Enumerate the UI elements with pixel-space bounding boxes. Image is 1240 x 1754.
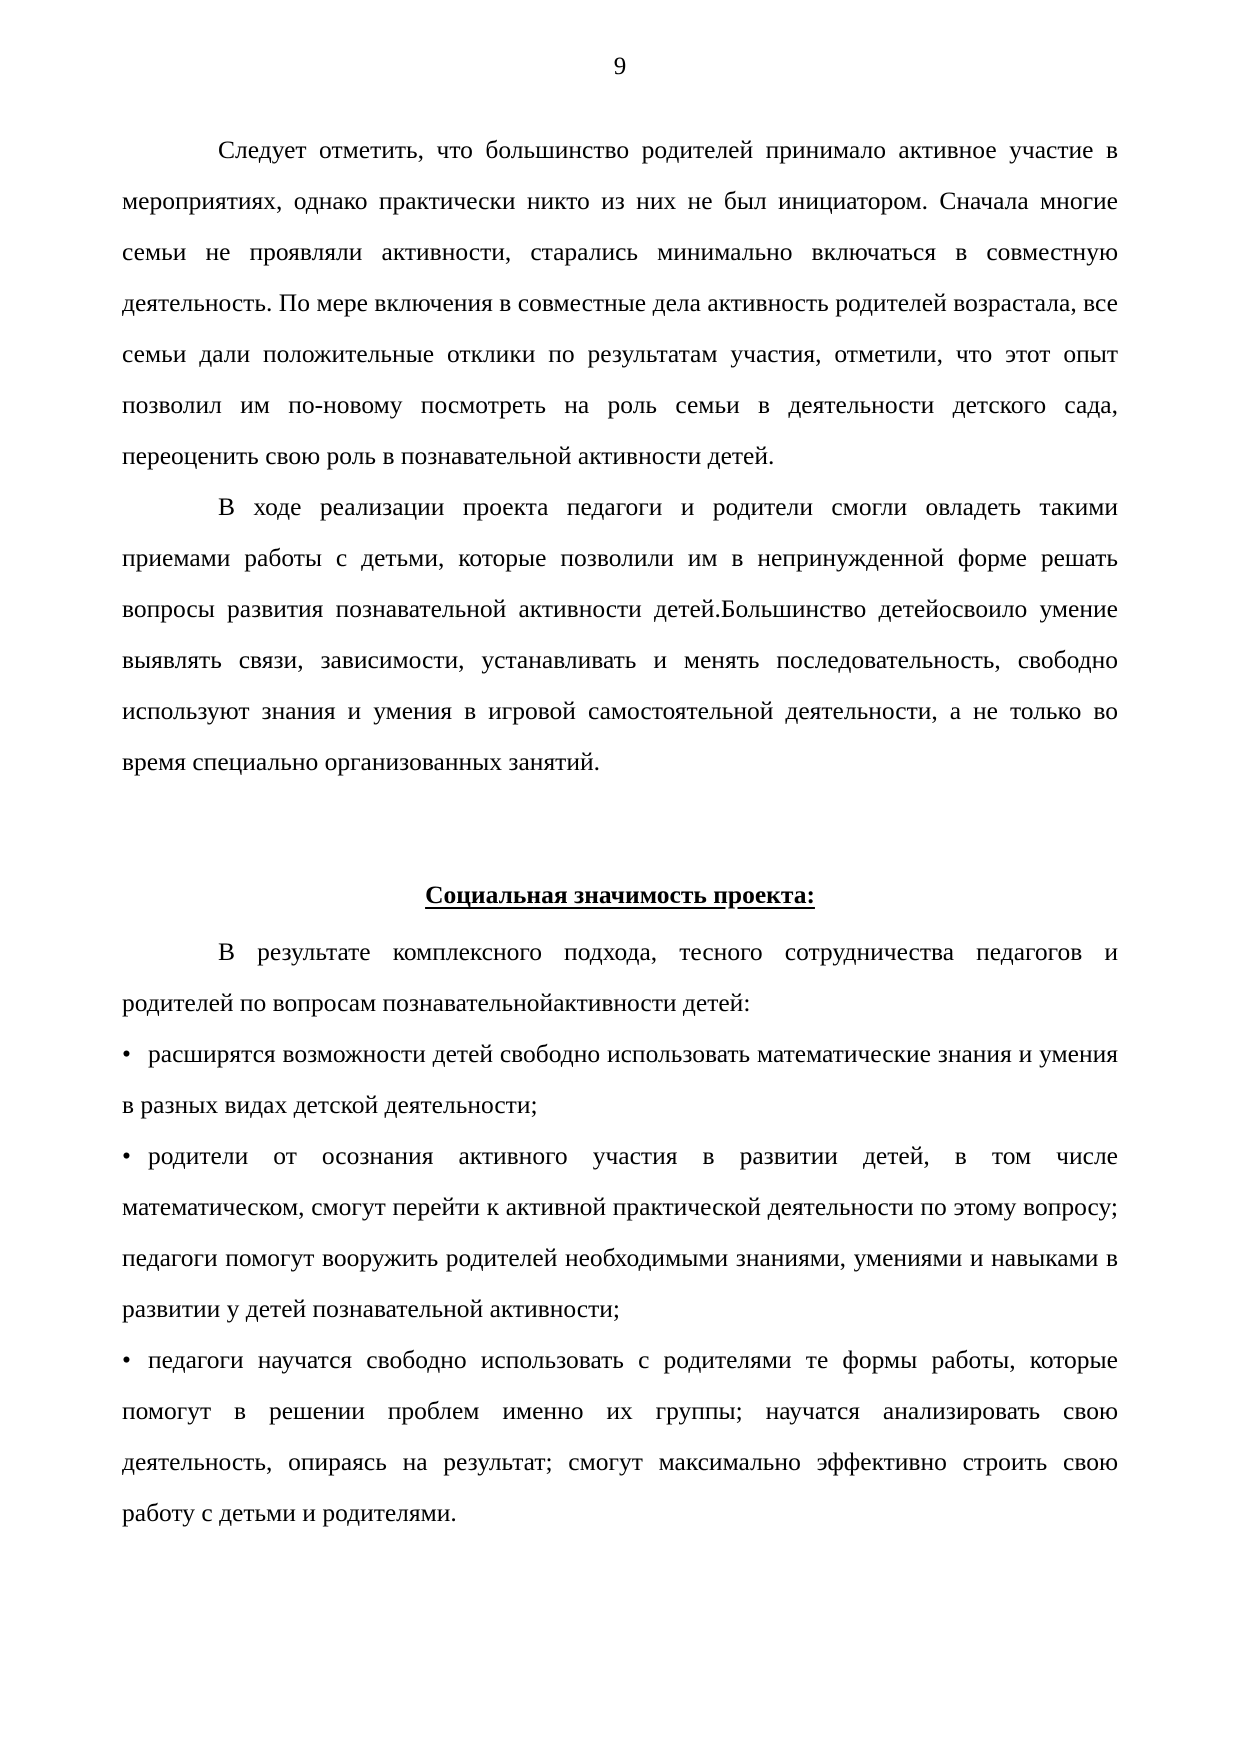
list-item-label: родители от осознания активного участия в развитии детей, в том числе математическом, смогут перейти к активной практической деятельности по этому вопросу; педагоги помогут вооружить родителей необходимыми знаниями, умениями и навыками в развитии у детей познавательной активности; <box>122 1141 1118 1323</box>
paragraph-project-outcomes: В ходе реализации проекта педагоги и родители смогли овладеть такими приемами работы с детьми, которые позволили им в непринужденной форме решать вопросы развития познавательной активности детей.Большинство детейосвоило умение выявлять связи, зависимости, устанавливать и менять последовательность, свободно используют знания и умения в игровой самостоятельной деятельности, а не только во время специально организованных занятий. <box>122 492 1118 776</box>
list-item <box>122 1334 1118 1538</box>
page-number: 9 <box>613 53 627 80</box>
bullet-icon: • <box>122 1345 131 1374</box>
section-heading-social-significance: Социальная значимость проекта: <box>425 880 815 909</box>
bullet-icon: • <box>122 1039 131 1068</box>
list-item-label: педагоги научатся свободно использовать с родителями те формы работы, которые помогут в решении проблем именно их группы; научатся анализировать свою деятельность, опираясь на результат; смогут максимально эффективно строить свою работу с детьми и родителями. <box>122 1345 1118 1527</box>
bullet-icon: • <box>122 1141 131 1170</box>
paragraph-complex-approach: В результате комплексного подхода, тесного сотрудничества педагогов и родителей по вопросам познавательнойактивности детей: <box>122 937 1118 1017</box>
paragraph-participation-summary: Следует отметить, что большинство родителей принимало активное участие в мероприятиях, однако практически никто из них не был инициатором. Сначала многие семьи не проявляли активности, старались минимально включаться в совместную деятельность. По мере включения в совместные дела активность родителей возрастала, все семьи дали положительные отклики по результатам участия, отметили, что этот опыт позволил им по-новому посмотреть на роль семьи в деятельности детского сада, переоценить свою роль в познавательной активности детей. <box>122 135 1118 470</box>
list-item <box>122 1130 1118 1334</box>
list-item-label: расширятся возможности детей свободно использовать математические знания и умения в разных видах детской деятельности; <box>122 1039 1118 1119</box>
list-item <box>122 1028 1118 1130</box>
section-spacer <box>122 787 1118 831</box>
